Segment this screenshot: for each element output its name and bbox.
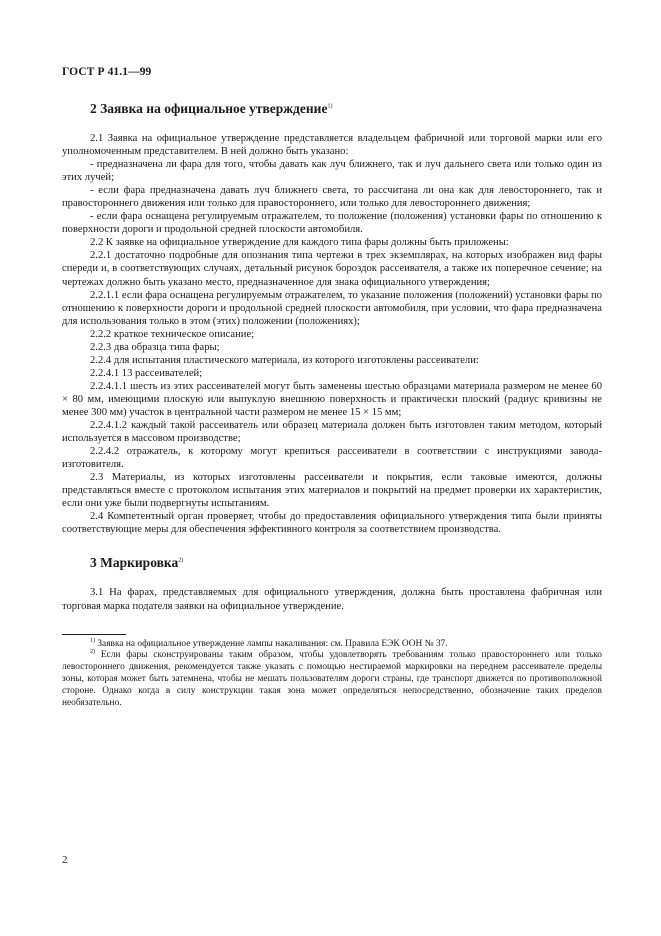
paragraph-2-3: 2.3 Материалы, из которых изготовлены рассеиватели и покрытия, если таковые имеются, должны представляться вместе с протоколом испытания этих материалов и покрытий на предмет проверки их характеристик, если они уже были подвергнуты испытаниям. xyxy=(62,472,602,510)
paragraph-2-2-3: 2.2.3 два образца типа фары; xyxy=(90,341,220,353)
footnote-1-text: Заявка на официальное утверждение лампы накаливания: см. Правила ЕЭК ООН № 37. xyxy=(97,638,448,649)
paragraph-2-4: 2.4 Компетентный орган проверяет, чтобы до предоставления официального утверждения типа были приняты соответствующие меры для обеспечения эффективного контроля за соответствием производства. xyxy=(62,511,602,536)
paragraph-3-1: 3.1 На фарах, представляемых для официального утверждения, должна быть проставлена фабричная или торговая марка подателя заявки на официальное утверждение. xyxy=(62,587,602,612)
section-3-body xyxy=(62,586,602,612)
footnote-1 xyxy=(62,639,602,651)
footnotes xyxy=(62,639,602,710)
section-2-title: 2 Заявка на официальное утверждение xyxy=(90,101,328,116)
paragraph-2-2: 2.2 К заявке на официальное утверждение для каждого типа фары должны быть приложены: xyxy=(90,237,509,249)
paragraph-2-1: 2.1 Заявка на официальное утверждение представляется владельцем фабричной или торговой марки или его уполномоченным представителем. В ней должно быть указано: xyxy=(62,133,602,158)
section-2-body xyxy=(62,132,602,536)
section-2-footnote-ref: 1) xyxy=(327,103,333,110)
section-3-footnote-ref: 2) xyxy=(178,557,184,564)
page-number: 2 xyxy=(62,854,68,866)
footnote-divider xyxy=(62,634,126,635)
paragraph-2-1-item-traffic: - если фара предназначена давать луч ближнего света, то рассчитана ли она как для левостороннего, так и правостороннего движения или только для правостороннего, или только для левостороннего движения; xyxy=(62,185,602,210)
document-header: ГОСТ Р 41.1—99 xyxy=(62,66,152,78)
paragraph-2-1-item-beam: - предназначена ли фара для того, чтобы давать как луч ближнего, так и луч дальнего света или только один из этих лучей; xyxy=(62,159,602,184)
paragraph-2-2-1-1: 2.2.1.1 если фара оснащена регулируемым отражателем, то указание положения (положений) установки фары по отношению к поверхности дороги и продольной средней плоскости автомобиля, при условии, что фара предназначена для использования только в этом (этих) положении (положениях); xyxy=(62,289,602,327)
section-3-title: 3 Маркировка xyxy=(90,555,179,571)
section-2-heading xyxy=(90,101,602,117)
paragraph-2-2-2: 2.2.2 краткое техническое описание; xyxy=(90,328,255,340)
paragraph-2-2-4-1-1: 2.2.4.1.1 шесть из этих рассеивателей могут быть заменены шестью образцами материала размером не менее 60 × 80 мм, имеющими плоскую или выпуклую внешнюю поверхность и практически плоский (радиус кривизны не менее 300 мм) участок в центральной части размером не менее 15 × 15 мм; xyxy=(62,380,602,418)
footnote-2-text: Если фары сконструированы таким образом, чтобы удовлетворять требованиям только правостороннего или только левостороннего движения, рекомендуется также указать с помощью нестираемой маркировки на переднем рассеивателе пределы зоны, которая может быть затемнена, чтобы не мешать пользователям дороги страны, где транспорт движется по противоположной стороне. Однако когда в силу конструкции такая зона может определяться непосредственно, обозначение таких пределов необязательно. xyxy=(62,650,602,709)
section-3-heading xyxy=(90,555,602,571)
paragraph-2-2-1: 2.2.1 достаточно подробные для опознания типа чертежи в трех экземплярах, на которых изображен вид фары спереди и, в соответствующих случаях, детальный рисунок бороздок рассеивателя, а также их поперечное сечение; на чертежах должно быть указано место, предназначенное для знака официального утверждения; xyxy=(62,250,602,288)
footnote-1-marker: 1) xyxy=(90,637,95,644)
paragraph-2-2-4: 2.2.4 для испытания пластического материала, из которого изготовлены рассеиватели: xyxy=(90,354,479,366)
paragraph-2-1-item-reflector: - если фара оснащена регулируемым отражателем, то положение (положения) установки фары по отношению к поверхности дороги и продольной средней плоскости автомобиля. xyxy=(62,211,602,236)
footnote-2 xyxy=(62,650,602,710)
paragraph-2-2-4-2: 2.2.4.2 отражатель, к которому могут крепиться рассеиватели в соответствии с инструкциями завода-изготовителя. xyxy=(62,446,602,471)
footnote-2-marker: 2) xyxy=(90,649,95,656)
paragraph-2-2-4-1-2: 2.2.4.1.2 каждый такой рассеиватель или образец материала должен быть изготовлен таким методом, который используется в массовом производстве; xyxy=(62,420,602,445)
document-page xyxy=(62,66,602,710)
paragraph-2-2-4-1: 2.2.4.1 13 рассеивателей; xyxy=(90,367,203,379)
